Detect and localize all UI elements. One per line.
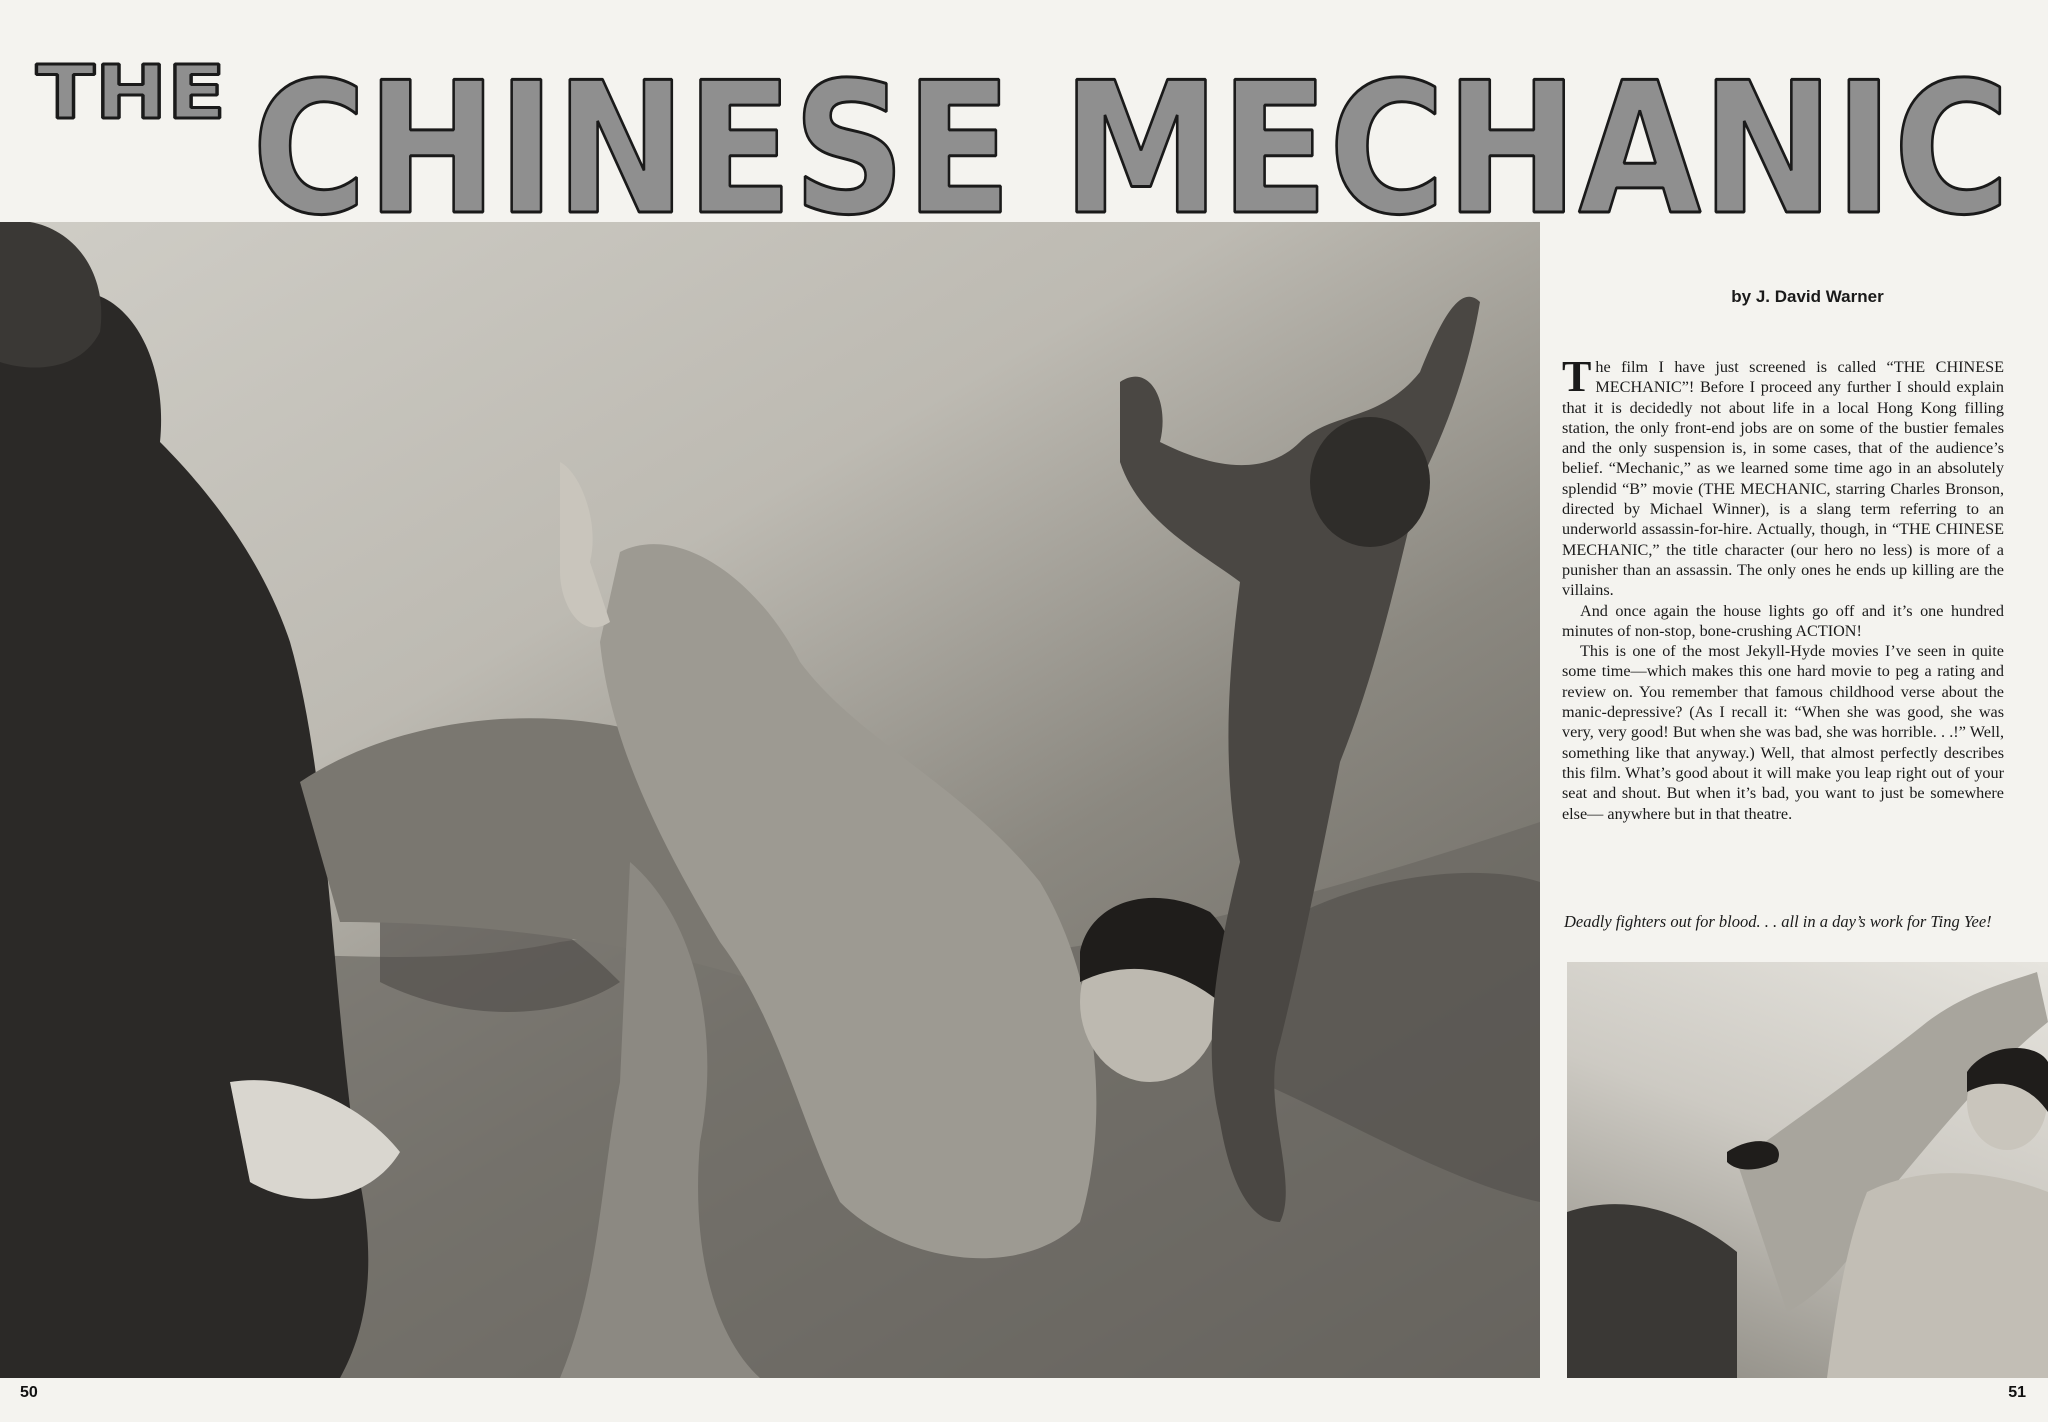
article-body	[1562, 352, 2004, 824]
headline-graphic	[0, 0, 2048, 222]
secondary-photo	[1567, 962, 2048, 1378]
fight-scene-illustration	[0, 222, 1540, 1378]
article-paragraph: And once again the house lights go off and it’s one hundred minutes of non-stop, bone-crushing ACTION!	[1562, 601, 2004, 640]
secondary-fight-illustration	[1567, 962, 2048, 1378]
article-paragraph-text: he film I have just screened is called “THE CHINESE MECHANIC”! Before I proceed any further I should explain that it is decidedly not about life in a local Hong Kong filling station, the only front-end jobs are on some of the bustier females and the only suspension is, in some cases, that of the audience’s belief. “Mechanic,” as we learned some time ago in an absolutely splendid “B” movie (THE MECHANIC, starring Charles Bronson, directed by Michael Winner), is a slang term referring to an underworld assassin-for-hire. Actually, though, in “THE CHINESE MECHANIC,” the title character (our hero no less) is more of a punisher than an assassin. The only ones he ends up killing are the villains.	[1562, 358, 2004, 600]
article-paragraph: This is one of the most Jekyll-Hyde movies I’ve seen in quite some time—which makes this one hard movie to peg a rating and review on. You remember that famous childhood verse about the manic-depressive? (As I recall it: “When she was good, she was very, very good! But when she was bad, she was horrible. . .!” Well, something like that anyway.) Well, that almost perfectly describes this film. What’s good about it will make you leap right out of your seat and shout. But when it’s bad, you want to just be somewhere else— anywhere but in that theatre.	[1562, 642, 2004, 823]
main-photo	[0, 222, 1540, 1378]
byline: by J. David Warner	[1731, 287, 1884, 306]
headline-the: THE	[36, 50, 226, 136]
article-paragraph	[1562, 352, 2004, 601]
photo-caption: Deadly fighters out for blood. . . all in a day’s work for Ting Yee!	[1564, 912, 1992, 931]
page-number-right: 51	[2008, 1384, 2026, 1401]
page-number-left: 50	[20, 1384, 38, 1401]
headline-mechanic: MECHANIC	[1062, 43, 2010, 222]
drop-cap: T	[1562, 352, 1592, 401]
headline	[0, 0, 2048, 222]
headline-chinese: CHINESE	[252, 43, 1012, 222]
